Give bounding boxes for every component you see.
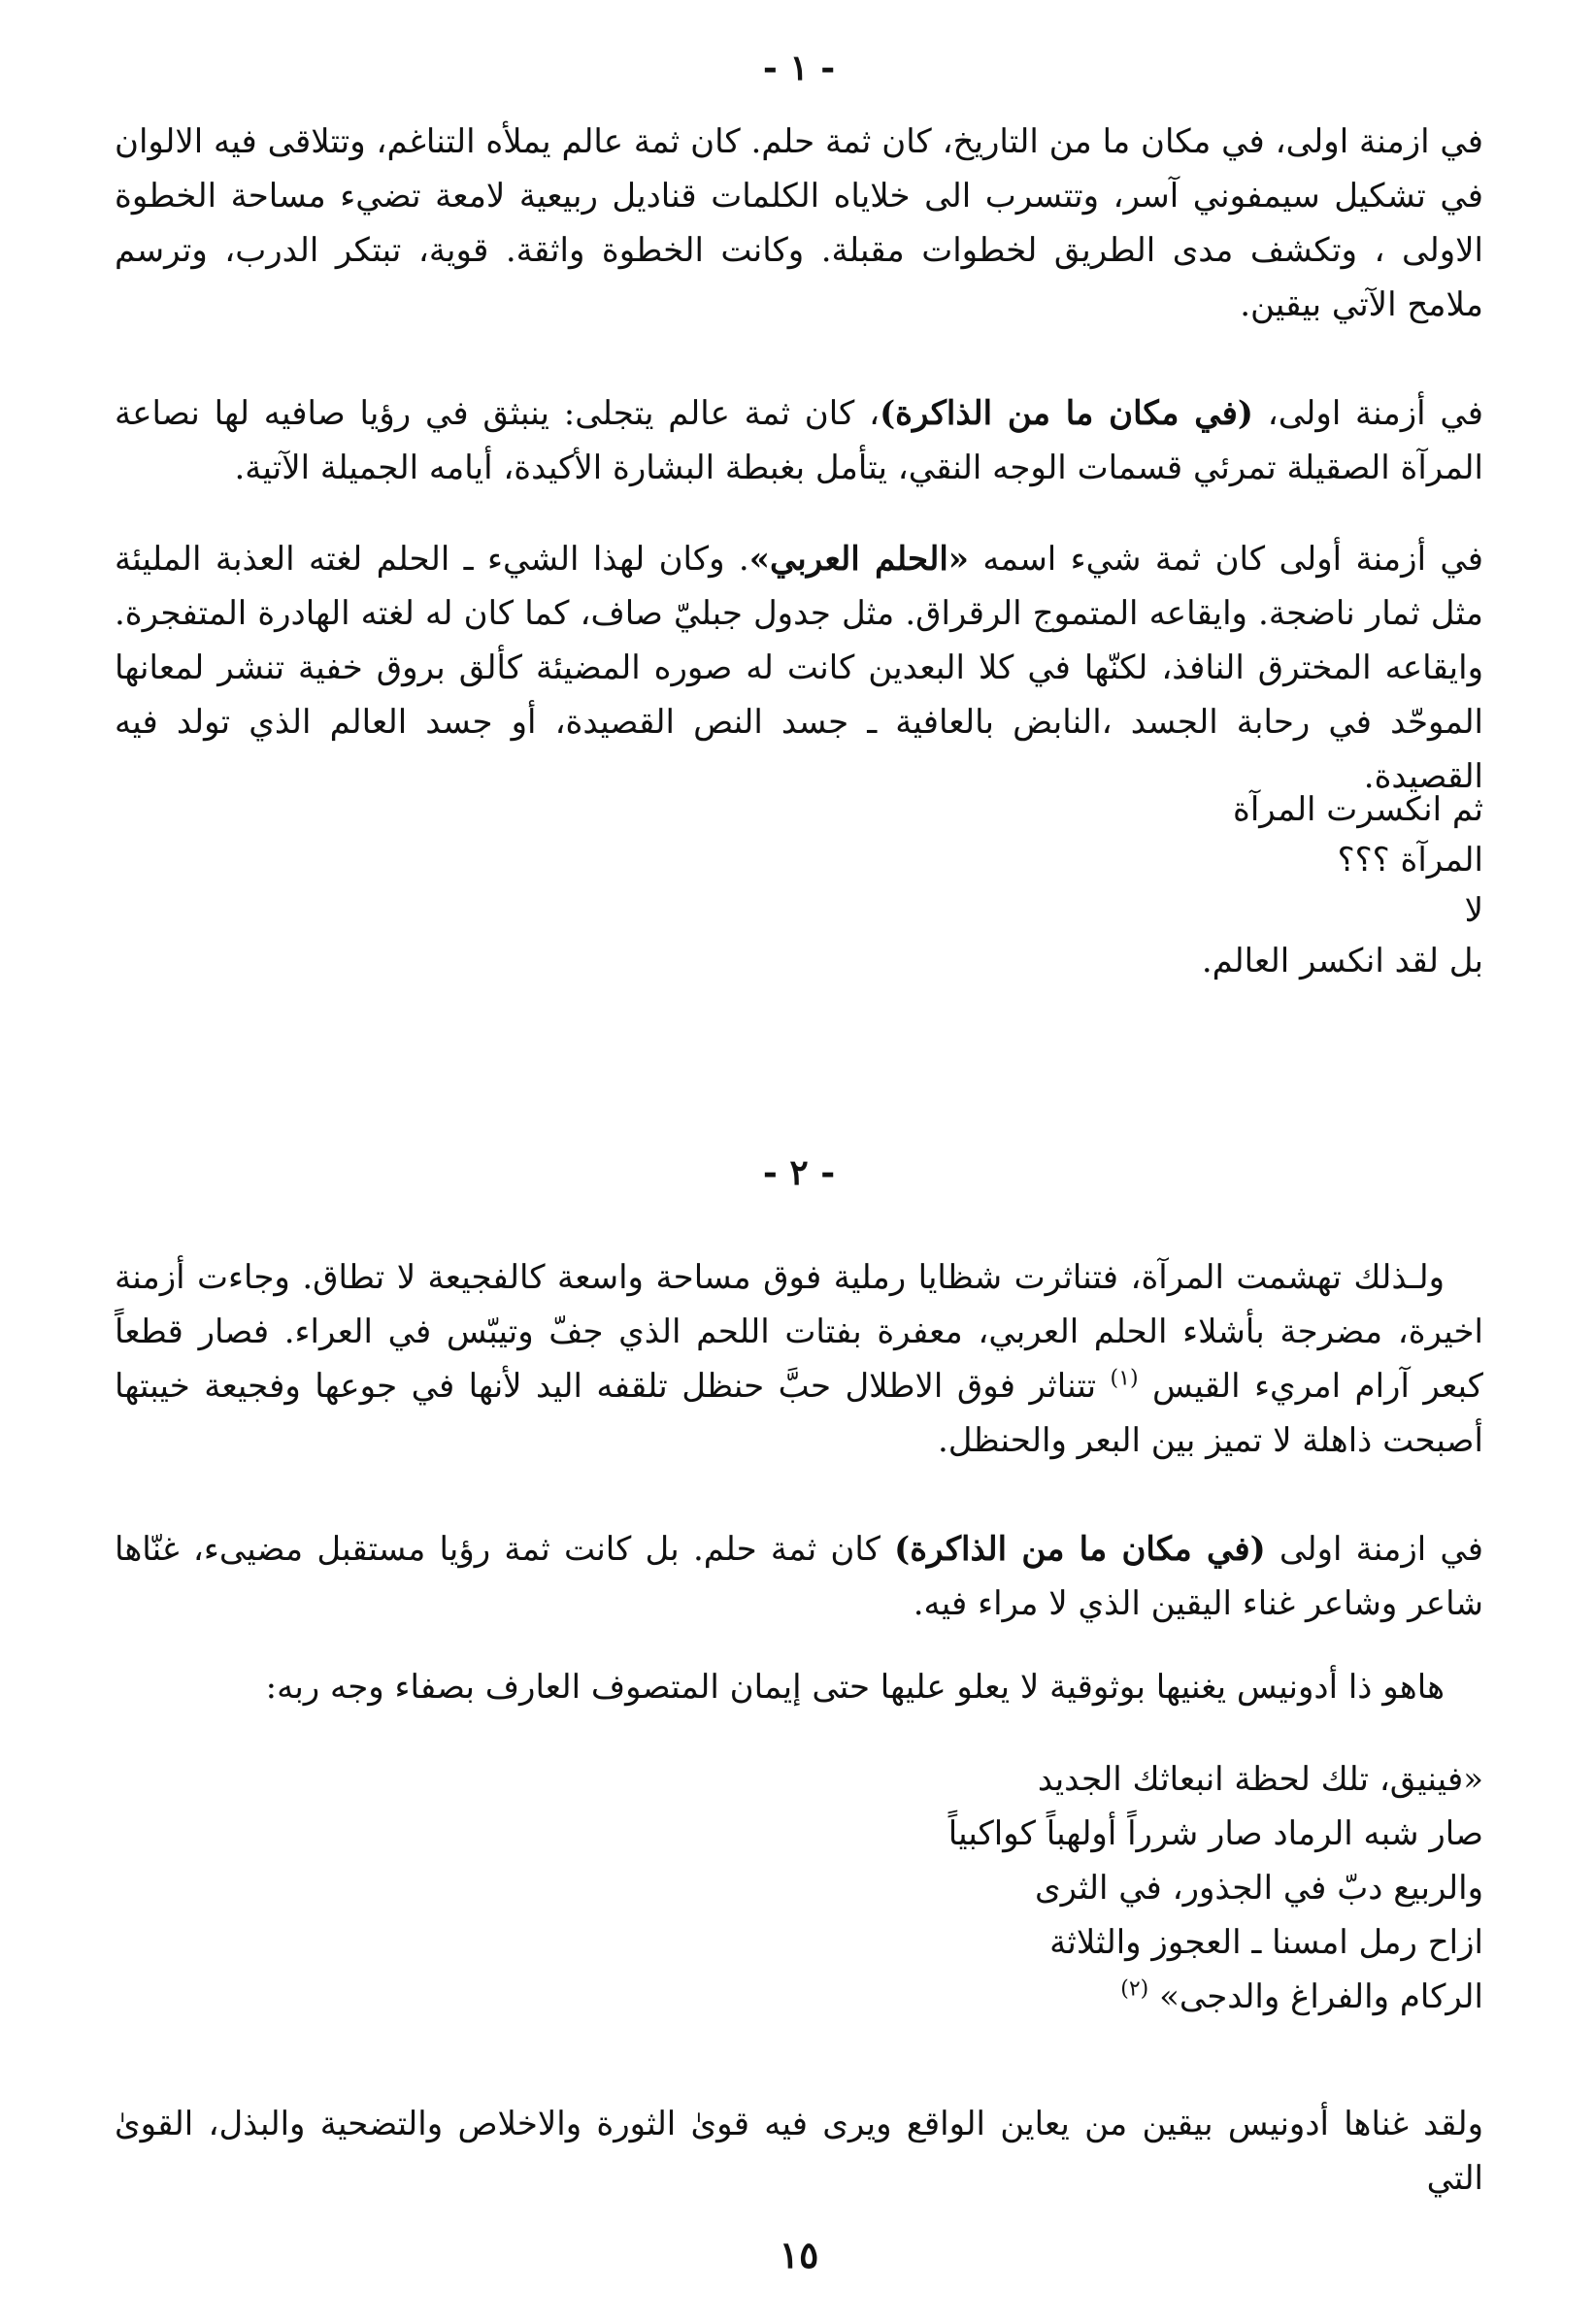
paragraph-1: في ازمنة اولى، في مكان ما من التاريخ، كان ثمة حلم. كان ثمة عالم يملأه التناغم، وتتلاقى فيه الالوان في تشكيل سيمفوني آسر، وتتسرب الى خلاياه الكلمات قناديل ربيعية لامعة تضيء مساحة الخطوة الاولى ، وتكشف مدى الطريق لخطوات مقبلة. وكانت الخطوة واثقة. قوية، تبتكر الدرب، وترسم ملامح الآتي بيقين.	[115, 122, 1483, 324]
short-line-4: بل لقد انكسر العالم.	[1201, 942, 1483, 980]
paragraph-2-bold: (في مكان ما من الذاكرة)	[880, 394, 1253, 433]
paragraph-6: هاهو ذا أدونيس يغنيها بوثوقية لا يعلو عليها حتى إيمان المتصوف العارف بصفاء وجه ربه:	[265, 1668, 1445, 1707]
paragraph-5-end: كان ثمة حلم. بل كانت ثمة رؤيا مستقبل مضيىء، غنّاها شاعر وشاعر غناء اليقين الذي لا مراء فيه.	[115, 1530, 1483, 1623]
paragraph-3-start: في أزمنة أولى كان ثمة شيء اسمه	[969, 540, 1483, 579]
poem-line-3: والربيع دبّ في الجذور، في الثرى	[1034, 1869, 1483, 1908]
footnote-ref-1: (١)	[1110, 1366, 1139, 1391]
page-number: ١٥	[779, 2233, 819, 2276]
paragraph-7: ولقد غناها أدونيس بيقين من يعاين الواقع ويرى فيه قوىٰ الثورة والاخلاص والتضحية والبذل، القوىٰ التي	[115, 2105, 1483, 2198]
paragraph-2-start: في أزمنة اولى،	[1252, 394, 1484, 433]
short-line-3: لا	[1464, 891, 1483, 930]
document-page	[115, 0, 1483, 2324]
paragraph-5	[115, 1522, 1483, 1631]
paragraph-3	[115, 532, 1483, 804]
poem-line-4: ازاح رمل امسنا ـ العجوز والثلاثة	[1049, 1923, 1483, 1962]
paragraph-2	[115, 386, 1483, 495]
paragraph-3-bold: «الحلم العربي»	[748, 540, 970, 579]
paragraph-5-bold: (في مكان ما من الذاكرة)	[894, 1530, 1266, 1569]
section-number-1: - ١ -	[762, 48, 836, 88]
short-line-1: ثم انكسرت المرآة	[1233, 790, 1483, 829]
poem-line-1: «فينيق، تلك لحظة انبعاثك الجديد	[1037, 1760, 1483, 1799]
poem-line-5	[948, 1970, 1483, 2024]
section-number-2: - ٢ -	[762, 1152, 836, 1193]
paragraph-2-end: ، كان ثمة عالم يتجلى: ينبثق في رؤيا صافيه لها نصاعة المرآة الصقيلة تمرئي قسمات الوجه النقي، يتأمل بغبطة البشارة الأكيدة، أيامه الجميلة الآتية.	[115, 394, 1483, 487]
paragraph-4-start: ولـذلك تهشمت المرآة، فتناثرت شظايا رملية فوق مساحة واسعة كالفجيعة لا تطاق. وجاءت أزمنة اخيرة، مضرجة بأشلاء الحلم العربي، معفرة بفتات اللحم الذي جفّ وتيبّس في العراء. فصار قطعاً كبعر آرام امريء القيس	[115, 1258, 1483, 1406]
paragraph-5-start: في ازمنة اولى	[1265, 1530, 1484, 1569]
poem-line-5-text: الركام والفراغ والدجى»	[1159, 1977, 1483, 2016]
footnote-ref-2: (٢)	[1120, 1976, 1149, 2002]
paragraph-4-end: تتناثر فوق الاطلال حبَّ حنظل تلقفه اليد لأنها في جوعها وفجيعة خيبتها أصبحت ذاهلة لا تميز بين البعر والحنظل.	[115, 1367, 1483, 1460]
short-lines	[1202, 784, 1483, 986]
paragraph-4	[115, 1250, 1483, 1468]
short-line-2: المرآة ؟؟؟	[1337, 841, 1483, 880]
paragraph-3-end: . وكان لهذا الشيء ـ الحلم لغته العذبة المليئة مثل ثمار ناضجة. وايقاعه المتموج الرقراق. مثل جدول جبليّ صاف، كما كان له لغته الهادرة المتفجرة. وايقاعه المخترق النافذ، لكنّها في كلا البعدين كانت له صوره المضيئة كألق بروق خفية تنشر لمعانها الموحّد في رحابة الجسد ،النابض بالعافية ـ جسد النص القصيدة، أو جسد العالم الذي تولد فيه القصيدة.	[115, 540, 1483, 796]
poem-quote	[948, 1752, 1483, 2024]
poem-line-2: صار شبه الرماد صار شرراً أولهباً كواكبياً	[947, 1814, 1483, 1853]
